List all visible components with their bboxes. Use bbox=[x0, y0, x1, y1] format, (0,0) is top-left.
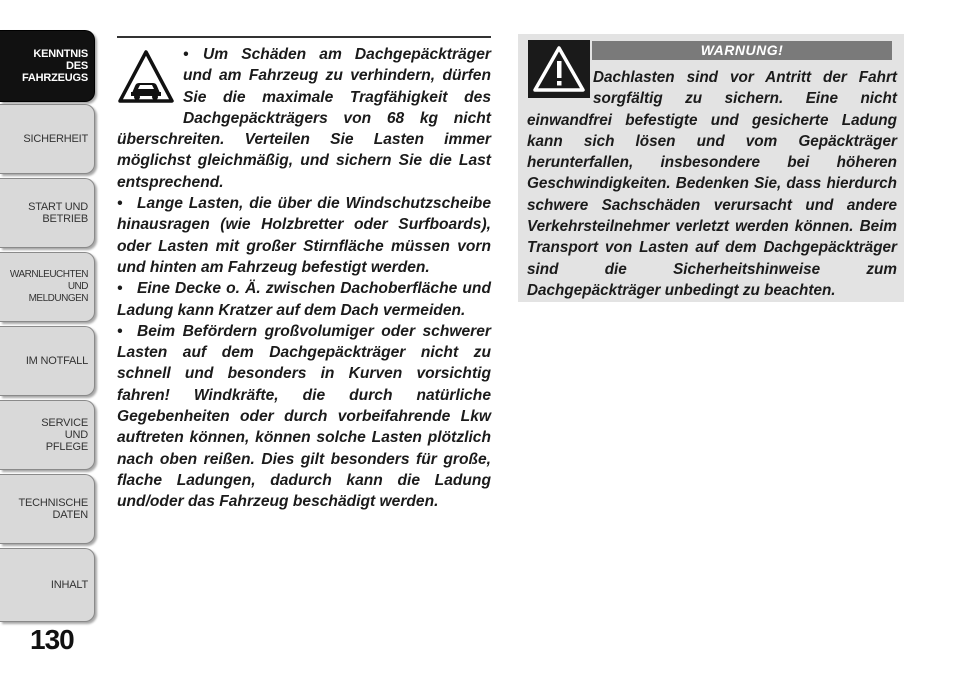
warning-text: Dachlasten sind vor Antritt der Fahrt sorgfältig zu sichern. Eine nicht einwandfrei befestigte und gesicherte Ladung kann sich lösen und vom Gepäckträger herunterfallen, insbesondere bei höheren Geschwindigkeiten. Bedenken Sie, dass hierdurch schwere Sachschäden verursacht und andere Verkehrsteilnehmer verletzt werden können. Beim Transport von Lasten auf dem Dachgepäckträger sind die Sicherheitshinweise zum Dachgepäckträger unbedingt zu beachten. bbox=[527, 69, 897, 299]
list-item: • Lange Lasten, die über die Windschutzscheibe hinausragen (wie Holzbretter oder Surfboards), oder Lasten mit großer Stirnfläche müssen vorn und hinten am Fahrzeug befestigt werden. bbox=[117, 195, 491, 276]
tab-label-line: PFLEGE bbox=[45, 441, 88, 453]
list-item-text: Um Schäden am Dachgepäckträger und am Fahrzeug zu verhindern, dürfen Sie die maximale Tragfähigkeit des Dachgepäckträgers von 68 kg nicht überschreiten. Verteilen Sie Lasten immer möglichst gleichmäßig, und sichern Sie die Last entsprechend. bbox=[117, 46, 491, 191]
tab-label-line: IM NOTFALL bbox=[25, 355, 88, 367]
car-on-slope-warning-icon bbox=[117, 48, 175, 106]
tab-start-und-betrieb[interactable] bbox=[0, 178, 95, 248]
tab-label-line: FAHRZEUGS bbox=[21, 72, 88, 84]
tab-kenntnis-des-fahrzeugs[interactable] bbox=[0, 30, 95, 102]
tab-label-line: UND bbox=[67, 281, 88, 292]
tab-label-line: INHALT bbox=[50, 579, 88, 591]
list-item-text: Eine Decke o. Ä. zwischen Dachoberfläche und Ladung kann Kratzer auf dem Dach vermeiden. bbox=[117, 280, 491, 319]
tab-label-line: DES bbox=[65, 60, 88, 72]
tab-label-line: SERVICE bbox=[41, 417, 88, 429]
tab-service-und-pflege[interactable] bbox=[0, 400, 95, 470]
tab-label-line: SICHERHEIT bbox=[23, 133, 88, 145]
tab-label-line: KENNTNIS bbox=[33, 48, 88, 60]
list-item-text: Beim Befördern großvolumiger oder schwerer Lasten auf dem Dachgepäckträger nicht zu schnell und besonders in Kurven vorsichtig fahren! Windkräfte, die durch natürliche Gegebenheiten oder durch vorbeifahrende Lkw auftreten können, können solche Lasten plötzlich nach oben reißen. Dies gilt besonders für große, flache Ladungen, dadurch kann die Ladung und/oder das Fahrzeug beschädigt werden. bbox=[117, 322, 491, 511]
tab-label-line: START UND bbox=[28, 201, 88, 213]
warning-title: WARNUNG! bbox=[592, 41, 892, 60]
tab-warnleuchten-und-meldungen[interactable] bbox=[0, 252, 95, 322]
tab-label-line: UND bbox=[64, 429, 88, 441]
warning-text-block bbox=[527, 67, 897, 301]
tab-im-notfall[interactable] bbox=[0, 326, 95, 396]
tab-label-line: BETRIEB bbox=[42, 213, 88, 225]
page-number: 130 bbox=[30, 624, 74, 655]
divider bbox=[117, 36, 491, 38]
tab-label-line: DATEN bbox=[52, 509, 88, 521]
tab-inhalt[interactable] bbox=[0, 548, 95, 622]
chapter-sidebar bbox=[0, 0, 98, 640]
tab-label-line: WARNLEUCHTEN bbox=[9, 269, 88, 280]
list-item-text: Lange Lasten, die über die Windschutzscheibe hinausragen (wie Holzbretter oder Surfboards), oder Lasten mit großer Stirnfläche müssen vorn und hinten am Fahrzeug befestigt werden. bbox=[117, 195, 491, 276]
tab-label-line: TECHNISCHE bbox=[18, 497, 88, 509]
tab-sicherheit[interactable] bbox=[0, 104, 95, 174]
tab-technische-daten[interactable] bbox=[0, 474, 95, 544]
list-item: • Eine Decke o. Ä. zwischen Dachoberfläche und Ladung kann Kratzer auf dem Dach vermeiden. bbox=[117, 280, 491, 319]
list-item: • Um Schäden am Dachgepäckträger und am Fahrzeug zu verhindern, dürfen Sie die maximale Tragfähigkeit des Dachgepäckträgers von 68 kg nicht überschreiten. Verteilen Sie Lasten immer möglichst gleichmäßig, und sichern Sie die Last entsprechend. bbox=[117, 46, 491, 191]
warning-box bbox=[518, 34, 904, 302]
list-item: • Beim Befördern großvolumiger oder schwerer Lasten auf dem Dachgepäckträger nicht zu schnell und besonders in Kurven vorsichtig fahren! Windkräfte, die durch natürliche Gegebenheiten oder durch vorbeifahrende Lkw auftreten können, können solche Lasten plötzlich nach oben reißen. Dies gilt besonders für große, flache Ladungen, dadurch kann die Ladung und/oder das Fahrzeug beschädigt werden. bbox=[117, 322, 491, 511]
roof-load-notes bbox=[117, 36, 491, 513]
tab-label-line: MELDUNGEN bbox=[28, 293, 88, 304]
